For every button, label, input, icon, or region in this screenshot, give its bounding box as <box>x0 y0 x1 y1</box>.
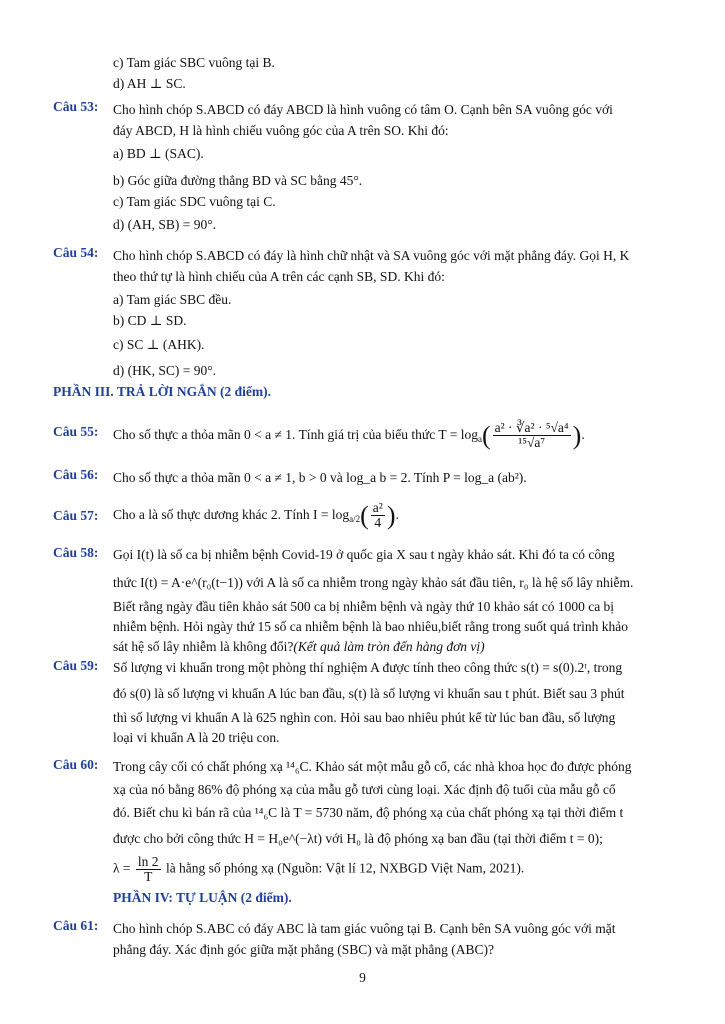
option-c: c) Tam giác SBC vuông tại B. <box>113 55 275 70</box>
lambda-label: λ = <box>113 860 131 876</box>
question-text: nhiễm bệnh. Hỏi ngày thứ 15 số ca nhiễm bệnh là bao nhiêu,biết rằng trong suốt quá trình khảo <box>113 619 628 634</box>
question-label: Câu 57: <box>53 508 99 523</box>
option-d: d) AH ⊥ SC. <box>113 76 186 91</box>
question-57 <box>53 500 673 534</box>
log-base: a/2 <box>349 514 361 524</box>
question-label: Câu 61: <box>53 918 99 933</box>
fraction <box>136 855 161 884</box>
option-c: c) SC ⊥ (AHK). <box>113 337 205 352</box>
question-61 <box>53 918 673 960</box>
question-text: xạ của nó bằng 86% độ phóng xạ của mẫu gỗ tươi cùng loại. Xác định độ tuổi của mẫu gỗ cổ <box>113 782 616 797</box>
paren-close: ) <box>386 500 396 530</box>
option-d: d) (AH, SB) = 90°. <box>113 217 217 232</box>
question-text: phẳng đáy. Xác định góc giữa mặt phẳng (SBC) và mặt phẳng (ABC)? <box>113 942 494 957</box>
option-d: d) (HK, SC) = 90°. <box>113 363 217 378</box>
question-label: Câu 56: <box>53 467 99 482</box>
question-label: Câu 54: <box>53 245 99 260</box>
fraction-denominator: 4 <box>374 515 382 531</box>
option-b: b) Góc giữa đường thẳng BD và SC bằng 45°. <box>113 173 363 188</box>
question-text: thức I(t) = A·e^(r₀(t−1)) với A là số ca nhiễm trong ngày khảo sát đầu tiên, r₀ là hệ số lây nhiễm. <box>113 575 634 590</box>
question-56 <box>53 467 673 488</box>
question-text: theo thứ tự là hình chiếu của A trên các cạnh SB, SD. Khi đó: <box>113 269 445 284</box>
question-text: Trong cây cối có chất phóng xạ ¹⁴₆C. Khảo sát một mẫu gỗ cổ, các nhà khoa học đo được phóng <box>113 759 632 774</box>
fraction-numerator: ln 2 <box>137 854 159 869</box>
question-54 <box>53 245 673 381</box>
question-text: đó s(0) là số lượng vi khuẩn A lúc ban đầu, s(t) là số lượng vi khuẩn sau t phút. Biết sau 3 phút <box>113 686 625 701</box>
question-text: loại vi khuẩn A là 20 triệu con. <box>113 730 280 745</box>
question-label: Câu 53: <box>53 99 99 114</box>
option-a: a) Tam giác SBC đều. <box>113 292 232 307</box>
question-text: Cho hình chóp S.ABC có đáy ABC là tam giác vuông tại B. Cạnh bên SA vuông góc với mặt <box>113 921 616 936</box>
question-text-part: là hằng số phóng xạ (Nguồn: Vật lí 12, NXBGD Việt Nam, 2021). <box>165 860 525 876</box>
rounding-note: (Kết quả làm tròn đến hàng đơn vị) <box>293 639 485 654</box>
question-59 <box>53 658 673 748</box>
question-58 <box>53 545 673 657</box>
page-number: 9 <box>359 970 366 985</box>
question-53 <box>53 99 673 235</box>
question-60 <box>53 757 673 884</box>
question-text: Biết rằng ngày đầu tiên khảo sát 500 ca bị nhiễm bệnh và ngày thứ 10 khảo sát có 1000 ca bị <box>113 599 615 614</box>
fraction-denominator: T <box>144 869 153 884</box>
option-b: b) CD ⊥ SD. <box>113 313 187 328</box>
question-text: Cho số thực a thỏa mãn 0 < a ≠ 1. Tính giá trị của biểu thức T = log <box>113 427 478 442</box>
question-text: được cho bởi công thức H = H₀e^(−λt) với H₀ là độ phóng xạ ban đầu (tại thời điểm t = 0); <box>113 831 603 846</box>
fraction <box>493 421 571 450</box>
question-text-part: sát hệ số lây nhiễm là không đổi? <box>113 639 294 654</box>
question-text <box>113 855 673 884</box>
fraction-numerator: a² · ∛a² · ⁵√a⁴ <box>494 420 569 436</box>
paren-open: ( <box>481 420 491 450</box>
log-base: a <box>477 434 482 444</box>
question-text: Cho số thực a thỏa mãn 0 < a ≠ 1, b > 0 và log_a b = 2. Tính P = log_a (ab²). <box>113 470 527 485</box>
question-text: Cho hình chóp S.ABCD có đáy ABCD là hình vuông có tâm O. Cạnh bên SA vuông góc với <box>113 102 613 117</box>
question-end: . <box>581 427 585 442</box>
question-55 <box>53 420 673 454</box>
question-label: Câu 59: <box>53 658 99 673</box>
question-text: Gọi I(t) là số ca bị nhiễm bệnh Covid-19 ở quốc gia X sau t ngày khảo sát. Khi đó ta có công <box>113 547 615 562</box>
question-text: Cho a là số thực dương khác 2. Tính I = log <box>113 507 350 522</box>
question-text: thì số lượng vi khuẩn A là 625 nghìn con. Hỏi sau bao nhiêu phút kể từ lúc ban đầu, số lượng <box>113 710 616 725</box>
fraction-numerator: a² <box>372 500 383 516</box>
question-text: Cho hình chóp S.ABCD có đáy là hình chữ nhật và SA vuông góc với mặt phẳng đáy. Gọi H, K <box>113 248 630 263</box>
paren-close: ) <box>572 420 582 450</box>
prev-question-options <box>53 52 673 94</box>
question-text: đáy ABCD, H là hình chiếu vuông góc của A trên SO. Khi đó: <box>113 123 449 138</box>
option-a: a) BD ⊥ (SAC). <box>113 146 204 161</box>
question-text: đó. Biết chu kì bán rã của ¹⁴₆C là T = 5730 năm, độ phóng xạ của chất phóng xạ tại thời điểm t <box>113 805 624 820</box>
question-text <box>113 637 673 657</box>
fraction-denominator: ¹⁵√a⁷ <box>518 435 546 451</box>
question-label: Câu 58: <box>53 545 99 560</box>
question-label: Câu 55: <box>53 424 99 439</box>
question-end: . <box>395 507 399 522</box>
paren-open: ( <box>360 500 369 530</box>
fraction <box>371 501 385 530</box>
option-c: c) Tam giác SDC vuông tại C. <box>113 194 276 209</box>
question-text: Số lượng vi khuẩn trong một phòng thí nghiệm A được tính theo công thức s(t) = s(0).2ᵗ, trong <box>113 660 623 675</box>
section-heading-4: PHẦN IV: TỰ LUẬN (2 điểm). <box>113 890 292 905</box>
question-label: Câu 60: <box>53 757 99 772</box>
section-heading-3: PHẦN III. TRẢ LỜI NGẮN (2 điểm). <box>53 384 272 399</box>
